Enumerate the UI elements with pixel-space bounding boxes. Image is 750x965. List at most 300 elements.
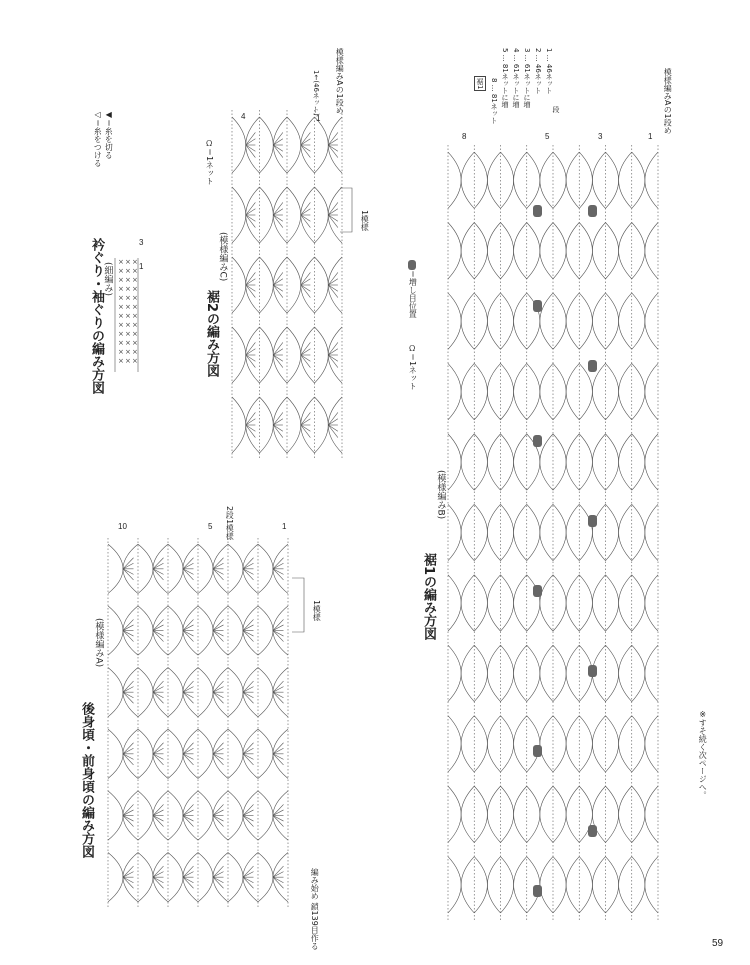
chain-arch — [108, 729, 123, 778]
increase-marker — [588, 360, 597, 372]
dc-stitch — [273, 625, 284, 631]
page-number: 59 — [712, 938, 724, 949]
dc-stitch — [183, 754, 194, 765]
sc-stitch-mark: × — [125, 357, 131, 365]
chain-arch — [619, 645, 632, 701]
chain-arch — [514, 434, 527, 490]
chain-arch — [619, 363, 632, 419]
dc-stitch — [123, 692, 134, 698]
dc-stitch — [273, 569, 284, 575]
chain-arch — [228, 668, 243, 717]
dc-stitch — [153, 625, 164, 631]
chain-arch — [108, 791, 123, 840]
chain-arch — [448, 786, 461, 842]
chain-arch — [138, 791, 153, 840]
hem1-table-row: 2 … 46ネット — [534, 48, 543, 94]
chain-arch — [632, 575, 645, 631]
dc-stitch — [273, 349, 283, 355]
chain-arch — [487, 786, 500, 842]
dc-stitch — [153, 877, 164, 888]
chain-arch — [632, 857, 645, 913]
dc-stitch — [243, 866, 254, 877]
sc-stitch-mark: × — [118, 312, 124, 320]
chain-arch — [260, 397, 274, 453]
sc-stitch-mark: × — [125, 267, 131, 275]
chain-arch — [619, 575, 632, 631]
dc-stitch — [213, 804, 224, 815]
dc-stitch — [153, 754, 164, 765]
chain-arch — [474, 363, 487, 419]
sc-stitch-mark: × — [118, 303, 124, 311]
dc-stitch — [213, 866, 224, 877]
continued-note: ※すそ続く次ページへ。 — [698, 710, 708, 799]
hem2-annotation-net: 1←(46ネット) — [312, 70, 321, 116]
hem2-repeat-label: 1模様 — [360, 210, 370, 232]
dc-stitch — [328, 355, 338, 361]
chain-arch — [645, 223, 658, 279]
dc-stitch — [273, 748, 284, 754]
chain-arch — [487, 575, 500, 631]
chain-arch — [540, 223, 553, 279]
dc-stitch — [213, 877, 224, 883]
hem2-subtitle: (模様編みC) — [217, 232, 228, 282]
chain-arch — [592, 857, 605, 913]
chain-arch — [553, 223, 566, 279]
chain-arch — [168, 606, 183, 655]
dc-stitch — [328, 425, 338, 438]
dc-stitch — [301, 285, 311, 291]
dc-stitch — [301, 425, 311, 438]
chain-arch — [461, 575, 474, 631]
sc-stitch-mark: × — [132, 276, 138, 284]
collar-sleeve-diagram — [110, 250, 140, 380]
dc-stitch — [273, 754, 284, 760]
hem1-row-8: 8 — [462, 132, 467, 141]
chain-arch — [168, 853, 183, 902]
chain-arch — [553, 434, 566, 490]
dc-stitch — [213, 558, 224, 569]
dc-stitch — [273, 569, 284, 580]
hem1-net-legend: ᘯ＝1ネット — [408, 345, 418, 391]
chain-arch — [619, 786, 632, 842]
chain-arch — [645, 363, 658, 419]
dc-stitch — [183, 692, 194, 703]
dc-stitch — [183, 681, 194, 692]
chain-arch — [168, 791, 183, 840]
dc-stitch — [243, 754, 254, 760]
chain-arch — [198, 729, 213, 778]
dc-stitch — [246, 279, 256, 285]
chain-arch — [540, 152, 553, 208]
chain-arch — [228, 853, 243, 902]
dc-stitch — [123, 754, 134, 760]
dc-stitch — [123, 877, 134, 883]
dc-stitch — [213, 816, 224, 822]
chain-arch — [315, 257, 329, 313]
chain-arch — [566, 786, 579, 842]
chain-arch — [487, 857, 500, 913]
chain-arch — [232, 117, 246, 173]
chain-arch — [108, 853, 123, 902]
chain-arch — [448, 645, 461, 701]
chain-arch — [553, 293, 566, 349]
dc-stitch — [301, 145, 311, 151]
dc-stitch — [243, 754, 254, 765]
chain-arch — [258, 544, 273, 593]
chain-arch — [514, 152, 527, 208]
increase-marker — [533, 885, 542, 897]
chain-arch — [228, 791, 243, 840]
chain-arch — [448, 293, 461, 349]
dc-stitch — [213, 872, 224, 878]
dc-stitch — [123, 877, 134, 888]
dc-stitch — [123, 816, 134, 822]
dc-stitch — [213, 748, 224, 754]
chain-arch — [228, 606, 243, 655]
dc-stitch — [273, 215, 283, 221]
chain-arch — [566, 716, 579, 772]
dc-stitch — [328, 349, 338, 355]
chain-arch — [501, 152, 514, 208]
chain-arch — [461, 786, 474, 842]
dc-stitch — [273, 558, 284, 569]
dc-stitch — [153, 569, 164, 575]
dc-stitch — [273, 687, 284, 693]
dc-stitch — [273, 215, 283, 228]
dc-stitch — [183, 872, 194, 878]
dc-stitch — [246, 215, 256, 221]
sc-stitch-mark: × — [125, 312, 131, 320]
dc-stitch — [123, 681, 134, 692]
hem1-table — [474, 48, 564, 128]
chain-arch — [592, 716, 605, 772]
chain-arch — [645, 645, 658, 701]
body-row-5: 5 — [208, 522, 213, 531]
dc-stitch — [328, 215, 338, 221]
dc-stitch — [153, 619, 164, 630]
dc-stitch — [183, 692, 194, 698]
chain-arch — [632, 223, 645, 279]
dc-stitch — [183, 631, 194, 637]
dc-stitch — [153, 816, 164, 822]
dc-stitch — [123, 558, 134, 569]
chain-arch — [514, 857, 527, 913]
dc-stitch — [213, 810, 224, 816]
chain-arch — [592, 293, 605, 349]
chain-arch — [232, 187, 246, 243]
chain-arch — [461, 504, 474, 560]
chain-arch — [461, 645, 474, 701]
dc-stitch — [213, 687, 224, 693]
dc-stitch — [301, 412, 311, 425]
dc-stitch — [301, 355, 311, 361]
dc-stitch — [153, 681, 164, 692]
chain-arch — [487, 716, 500, 772]
dc-stitch — [246, 202, 256, 215]
chain-arch — [448, 575, 461, 631]
chain-arch — [553, 504, 566, 560]
dc-stitch — [273, 877, 284, 888]
chain-arch — [592, 504, 605, 560]
chain-arch — [260, 117, 274, 173]
dc-stitch — [246, 272, 256, 285]
dc-stitch — [273, 272, 283, 285]
body-row-10: 10 — [118, 522, 127, 531]
chain-arch — [645, 293, 658, 349]
body-start-note: 編み始め 鎖139目作る — [310, 868, 320, 950]
chain-arch — [645, 152, 658, 208]
dc-stitch — [243, 816, 254, 822]
dc-stitch — [123, 743, 134, 754]
chain-arch — [501, 293, 514, 349]
chain-arch — [474, 223, 487, 279]
collar-row-3: 3 — [139, 238, 144, 247]
chain-arch — [474, 645, 487, 701]
hem2-row-1: 1 — [316, 114, 321, 123]
sc-stitch-mark: × — [125, 339, 131, 347]
dc-stitch — [153, 872, 164, 878]
dc-stitch — [213, 625, 224, 631]
chain-arch — [487, 152, 500, 208]
chain-arch — [645, 786, 658, 842]
dc-stitch — [273, 866, 284, 877]
hem2-annotation-rows: 模様編みAの1段め — [335, 48, 345, 115]
dc-stitch — [301, 425, 311, 431]
dc-stitch — [301, 419, 311, 425]
dc-stitch — [153, 692, 164, 698]
hem1-table-header: 裾1 — [474, 76, 486, 91]
dc-stitch — [328, 209, 338, 215]
chain-arch — [448, 152, 461, 208]
dc-stitch — [273, 285, 283, 291]
chain-arch — [527, 645, 540, 701]
body-subtitle: (模様編みA) — [93, 618, 104, 668]
dc-stitch — [301, 355, 311, 368]
chain-arch — [566, 152, 579, 208]
chain-arch — [501, 716, 514, 772]
hem2-row-4: 4 — [241, 112, 246, 121]
chain-arch — [258, 606, 273, 655]
dc-stitch — [273, 355, 283, 368]
chain-arch — [632, 504, 645, 560]
dc-stitch — [123, 625, 134, 631]
chain-arch — [619, 716, 632, 772]
dc-stitch — [328, 272, 338, 285]
chain-arch — [632, 786, 645, 842]
chain-arch — [579, 223, 592, 279]
sc-stitch-mark: × — [132, 321, 138, 329]
dc-stitch — [273, 425, 283, 438]
sc-stitch-mark: × — [132, 348, 138, 356]
dc-stitch — [243, 687, 254, 693]
dc-stitch — [273, 743, 284, 754]
chain-arch — [501, 575, 514, 631]
body-repeat-label: 1模様 — [312, 600, 322, 622]
dc-stitch — [213, 681, 224, 692]
chain-arch — [501, 434, 514, 490]
chain-arch — [501, 363, 514, 419]
dc-stitch — [273, 804, 284, 815]
dc-stitch — [273, 355, 283, 361]
dc-stitch — [273, 202, 283, 215]
dc-stitch — [246, 355, 256, 368]
chain-arch — [287, 187, 301, 243]
body-repeat-bracket — [292, 576, 312, 636]
chain-arch — [566, 434, 579, 490]
chain-arch — [461, 857, 474, 913]
dc-stitch — [273, 681, 284, 692]
chain-arch — [645, 575, 658, 631]
chain-arch — [619, 223, 632, 279]
dc-stitch — [213, 754, 224, 760]
chain-arch — [258, 729, 273, 778]
chain-arch — [487, 223, 500, 279]
chain-arch — [527, 152, 540, 208]
chain-arch — [553, 152, 566, 208]
dc-stitch — [243, 872, 254, 878]
dc-stitch — [183, 804, 194, 815]
dc-stitch — [328, 285, 338, 291]
dc-stitch — [123, 804, 134, 815]
chain-arch — [138, 853, 153, 902]
dc-stitch — [153, 563, 164, 569]
dc-stitch — [273, 285, 283, 298]
chain-arch — [474, 716, 487, 772]
collar-row-1: 1 — [139, 262, 144, 271]
chain-arch — [315, 187, 329, 243]
chain-arch — [514, 293, 527, 349]
dc-stitch — [246, 425, 256, 431]
increase-marker — [588, 515, 597, 527]
dc-stitch — [328, 202, 338, 215]
sc-stitch-mark: × — [118, 330, 124, 338]
sc-stitch-mark: × — [118, 348, 124, 356]
dc-stitch — [273, 209, 283, 215]
chain-arch — [487, 434, 500, 490]
chain-arch — [527, 363, 540, 419]
sc-stitch-mark: × — [118, 276, 124, 284]
collar-sleeve-title: 衿ぐり・袖ぐりの編み方図 — [88, 238, 104, 394]
dc-stitch — [213, 569, 224, 575]
dc-stitch — [301, 349, 311, 355]
dc-stitch — [153, 804, 164, 815]
chain-arch — [168, 544, 183, 593]
dc-stitch — [246, 215, 256, 228]
chain-arch — [579, 716, 592, 772]
sc-stitch-mark: × — [118, 321, 124, 329]
sc-stitch-mark: × — [125, 276, 131, 284]
dc-stitch — [301, 279, 311, 285]
chain-arch — [138, 668, 153, 717]
sc-stitch-mark: × — [118, 294, 124, 302]
dc-stitch — [328, 342, 338, 355]
chain-arch — [108, 544, 123, 593]
hem1-title: 裾1の編み方図 — [420, 553, 436, 641]
chain-arch — [579, 293, 592, 349]
chain-arch — [461, 363, 474, 419]
dc-stitch — [213, 631, 224, 637]
chain-arch — [619, 293, 632, 349]
dc-stitch — [328, 139, 338, 145]
dc-stitch — [328, 419, 338, 425]
chain-arch — [315, 327, 329, 383]
chain-arch — [168, 668, 183, 717]
dc-stitch — [153, 631, 164, 637]
dc-stitch — [301, 202, 311, 215]
chain-arch — [566, 575, 579, 631]
dc-stitch — [328, 279, 338, 285]
dc-stitch — [273, 872, 284, 878]
dc-stitch — [153, 810, 164, 816]
dc-stitch — [273, 631, 284, 642]
dc-stitch — [123, 748, 134, 754]
sc-stitch-mark: × — [132, 357, 138, 365]
dc-stitch — [243, 558, 254, 569]
dc-stitch — [328, 425, 338, 431]
dc-stitch — [243, 569, 254, 575]
dc-stitch — [213, 743, 224, 754]
dc-stitch — [183, 569, 194, 580]
increase-marker — [533, 745, 542, 757]
sc-stitch-mark: × — [132, 285, 138, 293]
increase-marker — [588, 825, 597, 837]
chain-arch — [645, 716, 658, 772]
chain-arch — [606, 716, 619, 772]
dc-stitch — [213, 692, 224, 703]
increase-marker — [588, 665, 597, 677]
chain-arch — [461, 152, 474, 208]
dc-stitch — [243, 692, 254, 703]
dc-stitch — [123, 563, 134, 569]
hem2-net-legend: ᘯ＝1ネット — [205, 140, 215, 186]
chain-arch — [619, 857, 632, 913]
chain-arch — [138, 544, 153, 593]
dc-stitch — [301, 285, 311, 298]
chain-arch — [527, 575, 540, 631]
hem1-subtitle: (模様編みB) — [435, 470, 446, 520]
sc-stitch-mark: × — [125, 285, 131, 293]
dc-stitch — [273, 619, 284, 630]
dc-stitch — [153, 754, 164, 760]
sc-stitch-mark: × — [125, 294, 131, 302]
chain-arch — [632, 434, 645, 490]
dc-stitch — [273, 419, 283, 425]
dc-stitch — [243, 563, 254, 569]
chain-arch — [619, 504, 632, 560]
dc-stitch — [123, 631, 134, 637]
dc-stitch — [273, 412, 283, 425]
hem2-title: 裾2の編み方図 — [203, 290, 219, 378]
dc-stitch — [273, 810, 284, 816]
dc-stitch — [183, 558, 194, 569]
chain-arch — [592, 434, 605, 490]
chain-arch — [553, 786, 566, 842]
chain-arch — [168, 729, 183, 778]
dc-stitch — [183, 625, 194, 631]
sc-stitch-mark: × — [132, 294, 138, 302]
dc-stitch — [183, 619, 194, 630]
chain-arch — [540, 716, 553, 772]
chain-arch — [260, 327, 274, 383]
dc-stitch — [123, 569, 134, 580]
chain-arch — [487, 645, 500, 701]
dc-stitch — [153, 692, 164, 703]
dc-stitch — [246, 425, 256, 438]
dc-stitch — [123, 692, 134, 703]
dc-stitch — [243, 810, 254, 816]
dc-stitch — [123, 754, 134, 765]
dc-stitch — [243, 743, 254, 754]
